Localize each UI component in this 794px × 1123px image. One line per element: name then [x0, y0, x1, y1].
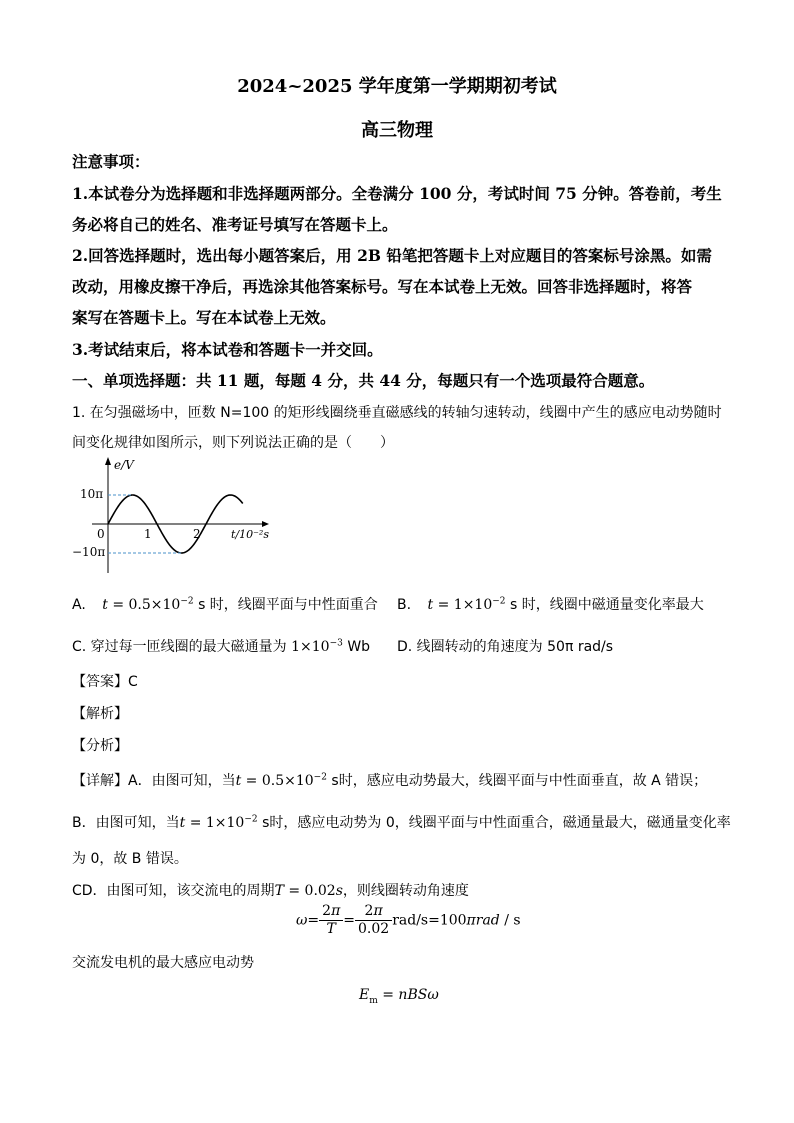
detail-cd — [72, 880, 469, 900]
detail-a-prefix: 【详解】A．由图可知，当 — [72, 773, 236, 789]
answer-label: 【答案】C — [72, 674, 138, 690]
option-b-label: B. — [397, 597, 412, 613]
question-stem-line1: 1. 在匀强磁场中，匝数 N=100 的矩形线圈绕垂直磁感线的转轴匀速转动，线圈中产生的感应电动势随时 — [72, 405, 722, 421]
notice-heading: 注意事项： — [72, 152, 150, 171]
y-axis-arrow — [105, 457, 111, 465]
detail-max-emf: 交流发电机的最大感应电动势 — [72, 955, 254, 971]
detail-b-suffix: s时，感应电动势为 0，线圈平面与中性面重合，磁通量最大，磁通量变化率 — [262, 815, 731, 831]
notice-line: 改动，用橡皮擦干净后，再选涂其他答案标号。写在本试卷上无效。回答非选择题时，将答 — [72, 277, 693, 296]
notice-line: 2.回答选择题时，选出每小题答案后，用 2B 铅笔把答题卡上对应题目的答案标号涂黑。如需 — [72, 246, 712, 265]
option-a-label: A. — [72, 597, 86, 613]
exam-subtitle: 高三物理 — [361, 120, 433, 141]
breakdown-label: 【分析】 — [72, 738, 128, 754]
x-tick-1: 1 — [144, 527, 152, 541]
exam-title: 2024~2025 学年度第一学期期初考试 — [237, 76, 557, 97]
notice-line: 案写在答题卡上。写在本试卷上无效。 — [72, 308, 336, 327]
emf-time-graph — [72, 455, 292, 580]
question-stem-line2: 间变化规律如图所示，则下列说法正确的是（ ） — [72, 435, 394, 451]
option-a-text: s 时，线圈平面与中性面重合 — [198, 597, 378, 613]
omega-equation: ω= $\frac{2\pi}{T}$ = $\frac{2\pi}{0.02}$ rad/s=100πrad / s — [296, 903, 521, 937]
detail-b-prefix: B．由图可知，当 — [72, 815, 180, 831]
detail-cd-prefix: CD．由图可知，该交流电的周期 — [72, 883, 275, 899]
notice-line: 3.考试结束后，将本试卷和答题卡一并交回。 — [72, 340, 383, 359]
detail-a — [72, 770, 707, 790]
option-b-math: $t = 1\times 10^{-2}$ — [427, 596, 506, 613]
emf-equation: $E_m = nBS\omega$ — [359, 987, 439, 1006]
origin-label: 0 — [97, 527, 105, 541]
detail-b-math: $t = 1\times 10^{-2}$ — [179, 814, 258, 831]
detail-b-line2: 为 0，故 B 错误。 — [72, 851, 188, 867]
detail-cd-math: T = 0.02s — [274, 883, 343, 899]
y-tick-negative: −10π — [72, 545, 106, 559]
option-b — [397, 594, 704, 614]
y-tick-positive: 10π — [80, 487, 104, 501]
notice-line: 1.本试卷分为选择题和非选择题两部分。全卷满分 100 分，考试时间 75 分钟。答卷前，考生 — [72, 184, 722, 203]
x-axis-label: t/10⁻²s — [231, 528, 269, 541]
option-c — [72, 636, 370, 656]
detail-b — [72, 812, 731, 832]
detail-a-math: $t = 0.5\times 10^{-2}$ — [235, 772, 327, 789]
detail-cd-suffix: ，则线圈转动角速度 — [342, 883, 469, 899]
option-d: D. 线圈转动的角速度为 50π rad/s — [397, 639, 614, 655]
notice-line: 务必将自己的姓名、准考证号填写在答题卡上。 — [72, 215, 398, 234]
analysis-label: 【解析】 — [72, 706, 128, 722]
x-axis-arrow — [262, 521, 269, 527]
option-c-math: $1\times 10^{-3}$ — [291, 638, 343, 655]
option-a-math: $t = 0.5\times 10^{-2}$ — [102, 596, 194, 613]
option-c-label: C. 穿过每一匝线圈的最大磁通量为 — [72, 639, 287, 655]
option-c-unit: Wb — [347, 639, 371, 655]
y-axis-label: e/V — [114, 458, 134, 472]
option-b-text: s 时，线圈中磁通量变化率最大 — [509, 597, 704, 613]
section-heading: 一、单项选择题：共 11 题，每题 4 分，共 44 分，每题只有一个选项最符合题意。 — [72, 371, 655, 390]
option-a — [72, 594, 378, 614]
x-tick-2: 2 — [193, 527, 201, 541]
detail-a-suffix: s时，感应电动势最大，线圈平面与中性面垂直，故 A 错误； — [331, 773, 708, 789]
